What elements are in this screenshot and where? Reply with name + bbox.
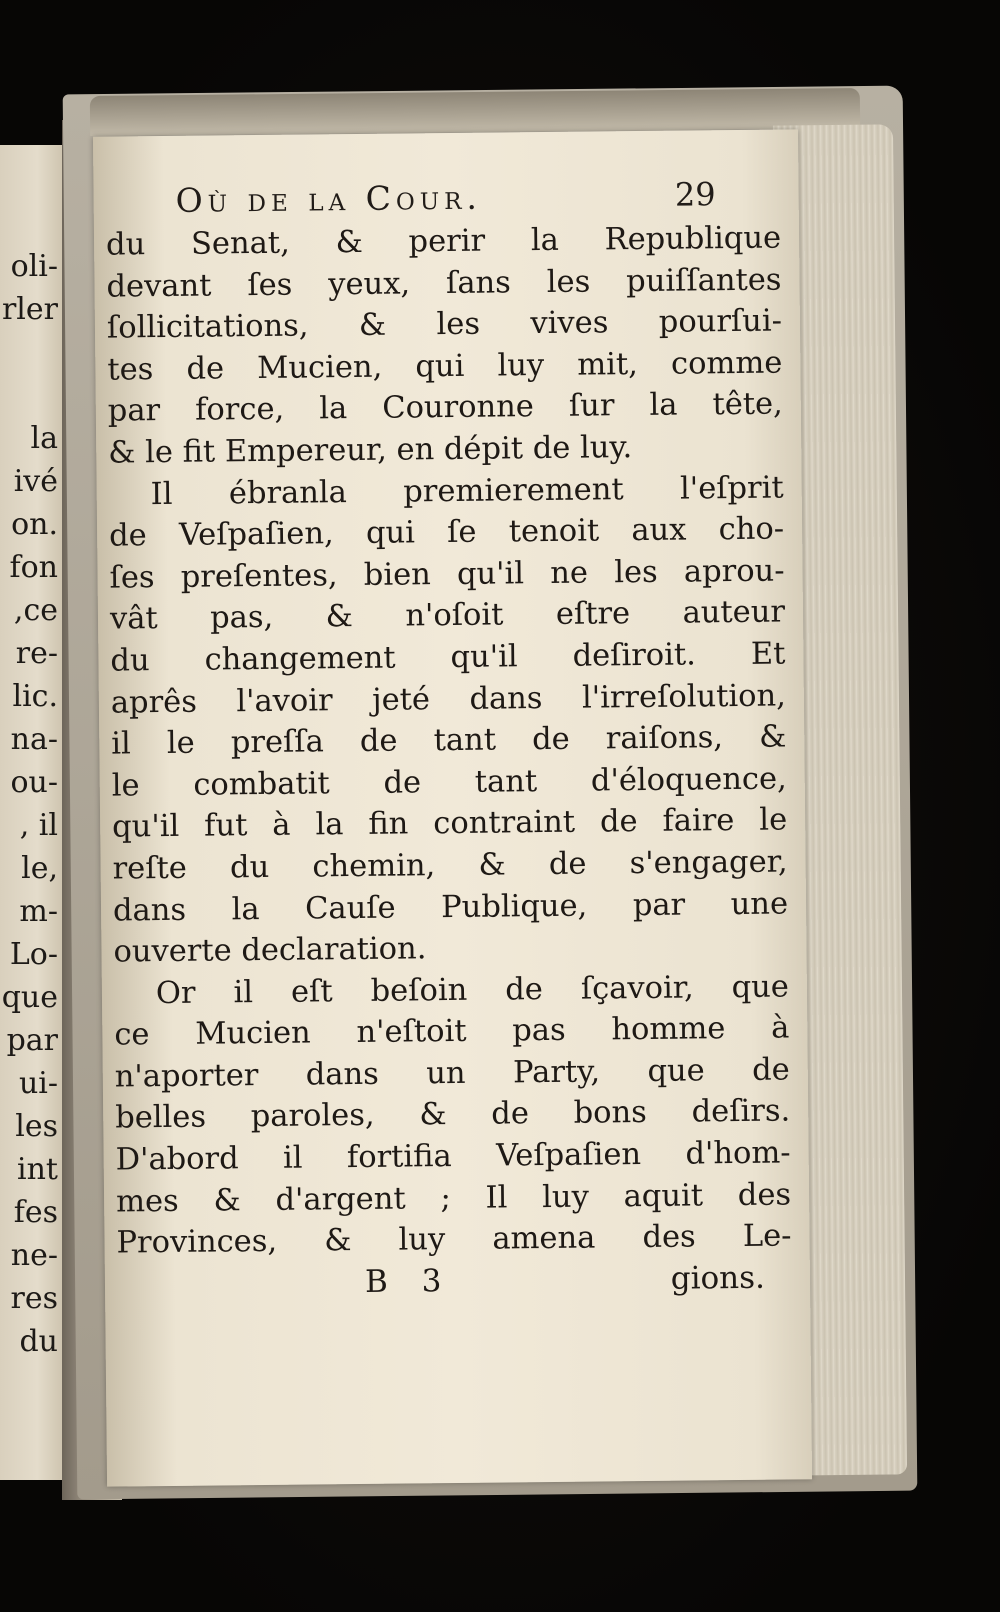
left-line: fes [13, 1195, 58, 1230]
text-line: Il ébranla premierement l'eſprit [150, 470, 784, 512]
text-line: Provinces, & luy amena des Le- [116, 1218, 792, 1261]
left-line: ivé [13, 464, 58, 499]
left-line [2, 374, 58, 417]
text-line: vât pas, & n'oſoit eſtre auteur [109, 594, 786, 637]
text-line: aprês l'avoir jeté dans l'irreſolution, [110, 678, 787, 721]
left-line: , il [19, 808, 58, 843]
text-line: Or il eſt beſoin de ſçavoir, que [155, 969, 790, 1011]
text-line: il le preſſa de tant de raiſons, & [111, 719, 787, 762]
left-line: ,ce [13, 593, 58, 628]
page-text [106, 218, 792, 1265]
text-line: & le fit Empereur, en dépit de luy. [108, 430, 633, 471]
text-line: du changement qu'il deſiroit. Et [110, 636, 786, 679]
text-line: dans la Cauſe Publique, par une [112, 885, 789, 929]
right-page [93, 129, 812, 1486]
text-line: ouverte declaration. [113, 931, 427, 970]
left-line: la [30, 421, 58, 456]
left-line: du [19, 1324, 58, 1359]
left-line: ou- [10, 765, 58, 800]
signature-mark: B 3 [364, 1263, 454, 1300]
left-line: res [10, 1281, 58, 1316]
left-line: par [6, 1023, 58, 1058]
left-line: na- [10, 722, 58, 757]
left-line: rler [1, 292, 58, 327]
left-line: ne- [10, 1238, 58, 1273]
catchword: gions. [670, 1259, 766, 1297]
text-line: ſollicitations, & les vives pourſui- [106, 303, 783, 346]
text-line: tes de Mucien, qui luy mit, comme [107, 345, 783, 388]
text-line: n'aporter dans un Party, que de [114, 1052, 790, 1095]
text-line: ſes preſentes, bien qu'il ne les aprou- [109, 553, 785, 596]
left-line: ui- [18, 1066, 58, 1101]
page-number: 29 [674, 175, 716, 214]
left-line: les [15, 1109, 58, 1144]
text-line: par force, la Couronne ſur la tête, [107, 386, 783, 429]
left-line: Lo- [9, 937, 58, 972]
left-line: int [17, 1152, 58, 1187]
left-page-text [2, 245, 58, 1363]
left-line [2, 331, 58, 374]
text-line: reſte du chemin, & de s'engager, [112, 844, 788, 887]
left-line: lic. [12, 679, 58, 714]
text-line: qu'il fut à la fin contraint de faire le [112, 802, 788, 845]
left-line: le, [21, 851, 58, 886]
page-footer [305, 1260, 785, 1310]
left-line: re- [15, 636, 58, 671]
book-top-edge [90, 88, 860, 136]
left-line: fon [9, 550, 58, 585]
text-line: mes & d'argent ; Il luy aquit des [115, 1177, 792, 1220]
left-facing-page [0, 145, 62, 1480]
text-line: de Veſpaſien, qui ſe tenoit aux cho- [108, 511, 785, 554]
text-line: ce Mucien n'eſtoit pas homme à [114, 1010, 790, 1053]
running-head: Où de la Cour. [175, 177, 483, 220]
text-line: D'abord il fortifia Veſpaſien d'hom- [115, 1135, 791, 1178]
left-line: on. [11, 507, 58, 542]
left-line: m- [19, 894, 58, 929]
left-line: que [1, 980, 58, 1015]
text-line: du Senat, & perir la Republique [105, 220, 782, 263]
left-line: oli- [10, 249, 58, 284]
text-line: le combatit de tant d'éloquence, [111, 761, 787, 804]
text-line: belles paroles, & de bons deſirs. [115, 1093, 791, 1137]
text-line: devant ſes yeux, ſans les puiſſantes [106, 262, 782, 305]
